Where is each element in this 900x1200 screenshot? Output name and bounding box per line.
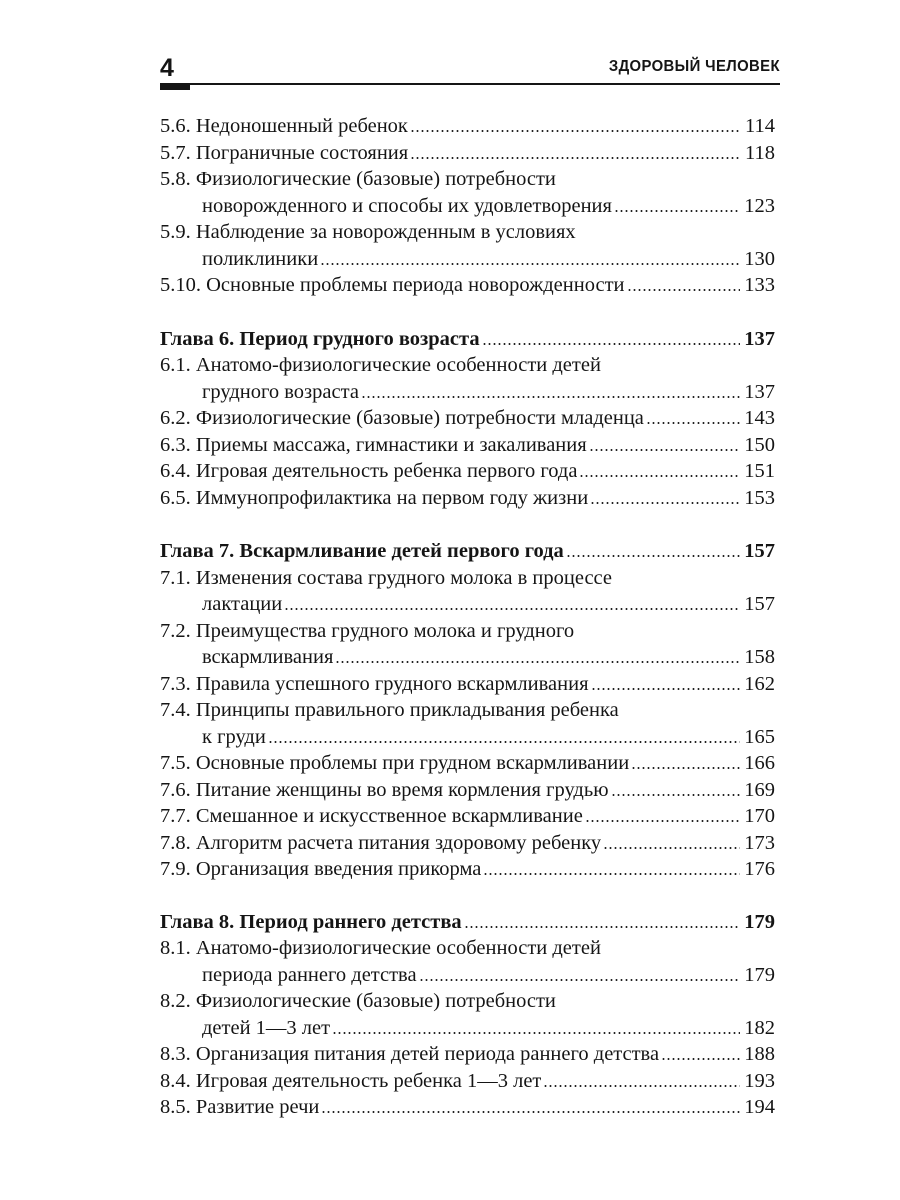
toc-entry-title: 7.9. Организация введения прикорма (160, 858, 482, 880)
toc-entry-6-2[interactable] (160, 405, 775, 432)
toc-page-number: 170 (744, 805, 775, 827)
toc-entry-title: 8.5. Развитие речи (160, 1096, 320, 1118)
toc-page-number: 150 (744, 433, 775, 456)
toc-entry-title: 7.8. Алгоритм расчета питания здоровому ребенку (160, 831, 602, 854)
dot-leader (320, 263, 740, 265)
toc-entry-5-6[interactable] (160, 113, 775, 140)
toc-entry-title-continued: детей 1—3 лет (202, 1016, 331, 1039)
toc-entry-title: 5.7. Пограничные состояния (160, 141, 409, 164)
toc-entry-5-10[interactable] (160, 272, 775, 299)
toc-entry-title: 8.3. Организация питания детей периода раннего детства (160, 1043, 660, 1065)
page-number-bar (160, 85, 190, 90)
toc-entry-title: 7.5. Основные проблемы при грудном вскармливании (160, 752, 630, 774)
toc-page-number: 179 (744, 963, 775, 986)
toc-chapter-7[interactable] (160, 538, 775, 565)
toc-entry-7-3[interactable] (160, 671, 775, 698)
dot-leader (335, 661, 740, 663)
toc-entry-title: 7.6. Питание женщины во время кормления грудью (160, 778, 609, 801)
chapter-title: Глава 6. Период грудного возраста (160, 327, 480, 350)
toc-entry-6-1[interactable] (160, 352, 775, 405)
toc-page-number: 158 (744, 646, 775, 668)
dot-leader (661, 1058, 740, 1060)
toc-page-number: 133 (744, 274, 775, 296)
dot-leader (585, 820, 740, 822)
toc-entry-6-4[interactable] (160, 458, 775, 485)
toc-entry-title-continued: к груди (202, 725, 266, 748)
toc-entry-7-2[interactable] (160, 618, 775, 671)
toc-page-number: 162 (744, 672, 775, 695)
toc-entry-7-5[interactable] (160, 750, 775, 777)
toc-entry-title: 8.2. Физиологические (базовые) потребности (160, 990, 556, 1012)
header-rule (160, 83, 780, 85)
toc-page-number: 193 (744, 1069, 775, 1092)
dot-leader (361, 396, 740, 398)
toc-entry-title: 6.3. Приемы массажа, гимнастики и закаливания (160, 433, 587, 456)
toc-entry-7-1[interactable] (160, 565, 775, 618)
toc-chapter-8[interactable] (160, 909, 775, 936)
toc-page-number: 151 (744, 460, 775, 482)
toc-page-number: 194 (744, 1096, 775, 1118)
toc-entry-8-1[interactable] (160, 935, 775, 988)
toc-entry-title: 6.1. Анатомо-физиологические особенности детей (160, 354, 601, 376)
dot-leader (646, 422, 740, 424)
toc-page-number: 165 (744, 725, 775, 748)
toc-entry-7-8[interactable] (160, 830, 775, 857)
toc-entry-7-9[interactable] (160, 856, 775, 883)
toc-page-number: 143 (744, 407, 775, 429)
toc-entry-title: 6.4. Игровая деятельность ребенка первого года (160, 460, 578, 482)
table-of-contents (160, 113, 775, 1121)
dot-leader (284, 608, 740, 610)
toc-page-number: 137 (744, 327, 775, 350)
chapter-title: Глава 7. Вскармливание детей первого года (160, 540, 564, 562)
toc-entry-title-continued: периода раннего детства (202, 963, 417, 986)
toc-entry-8-2[interactable] (160, 988, 775, 1041)
toc-page-number: 188 (744, 1043, 775, 1065)
dot-leader (611, 794, 741, 796)
toc-page-number: 166 (744, 752, 775, 774)
toc-entry-6-3[interactable] (160, 432, 775, 459)
page-number: 4 (160, 54, 174, 82)
dot-leader (566, 555, 740, 557)
dot-leader (631, 767, 740, 769)
toc-entry-title-continued: поликлиники (202, 247, 319, 270)
toc-entry-title: 5.9. Наблюдение за новорожденным в условиях (160, 221, 576, 243)
toc-page-number: 114 (745, 115, 775, 137)
toc-page-number: 182 (744, 1016, 775, 1039)
toc-page-number: 118 (745, 141, 775, 164)
dot-leader (543, 1085, 740, 1087)
dot-leader (482, 343, 741, 345)
dot-leader (464, 926, 741, 928)
toc-entry-title-continued: лактации (202, 593, 283, 615)
dot-leader (627, 289, 741, 291)
toc-entry-7-7[interactable] (160, 803, 775, 830)
dot-leader (483, 873, 740, 875)
toc-entry-5-9[interactable] (160, 219, 775, 272)
dot-leader (332, 1032, 740, 1034)
toc-entry-title: 5.8. Физиологические (базовые) потребности (160, 168, 556, 190)
toc-entry-title: 5.6. Недоношенный ребенок (160, 115, 408, 137)
dot-leader (579, 475, 740, 477)
toc-entry-8-3[interactable] (160, 1041, 775, 1068)
toc-entry-title: 7.1. Изменения состава грудного молока в процессе (160, 566, 613, 589)
toc-page-number: 123 (744, 194, 775, 217)
dot-leader (590, 502, 740, 504)
toc-entry-7-4[interactable] (160, 697, 775, 750)
toc-entry-title: 7.4. Принципы правильного прикладывания ребенка (160, 699, 619, 721)
toc-page-number: 179 (744, 910, 775, 933)
dot-leader (321, 1111, 740, 1113)
toc-entry-8-5[interactable] (160, 1094, 775, 1121)
toc-entry-title-continued: вскармливания (202, 646, 334, 668)
toc-entry-title: 7.7. Смешанное и искусственное вскармливание (160, 805, 583, 827)
dot-leader (591, 688, 741, 690)
chapter-title: Глава 8. Период раннего детства (160, 910, 462, 933)
toc-chapter-6[interactable] (160, 326, 775, 353)
dot-leader (614, 210, 740, 212)
toc-page-number: 130 (744, 247, 775, 270)
page-header (160, 52, 780, 92)
toc-entry-8-4[interactable] (160, 1068, 775, 1095)
toc-page-number: 153 (744, 486, 775, 509)
toc-entry-6-5[interactable] (160, 485, 775, 512)
toc-entry-title: 8.1. Анатомо-физиологические особенности детей (160, 937, 601, 959)
toc-entry-5-7[interactable] (160, 140, 775, 167)
running-title: ЗДОРОВЫЙ ЧЕЛОВЕК (608, 58, 780, 75)
toc-entry-title: 6.2. Физиологические (базовые) потребности младенца (160, 407, 644, 429)
dot-leader (268, 741, 740, 743)
toc-page-number: 176 (744, 858, 775, 880)
toc-page-number: 169 (744, 778, 775, 801)
toc-entry-title: 6.5. Иммунопрофилактика на первом году жизни (160, 486, 589, 509)
dot-leader (589, 449, 741, 451)
toc-entry-title-continued: новорожденного и способы их удовлетворения (202, 194, 612, 217)
dot-leader (410, 157, 741, 159)
dot-leader (419, 979, 741, 981)
toc-entry-title-continued: грудного возраста (202, 380, 359, 403)
toc-entry-5-8[interactable] (160, 166, 775, 219)
toc-entry-title: 7.3. Правила успешного грудного вскармливания (160, 672, 589, 695)
toc-entry-title: 5.10. Основные проблемы периода новорожденности (160, 274, 625, 296)
dot-leader (410, 130, 741, 132)
toc-page-number: 173 (744, 831, 775, 854)
dot-leader (603, 847, 740, 849)
toc-entry-title: 8.4. Игровая деятельность ребенка 1—3 лет (160, 1069, 542, 1092)
toc-page-number: 137 (744, 380, 775, 403)
toc-page-number: 157 (744, 540, 775, 562)
toc-entry-7-6[interactable] (160, 777, 775, 804)
toc-entry-title: 7.2. Преимущества грудного молока и грудного (160, 619, 575, 642)
toc-page-number: 157 (744, 593, 775, 615)
